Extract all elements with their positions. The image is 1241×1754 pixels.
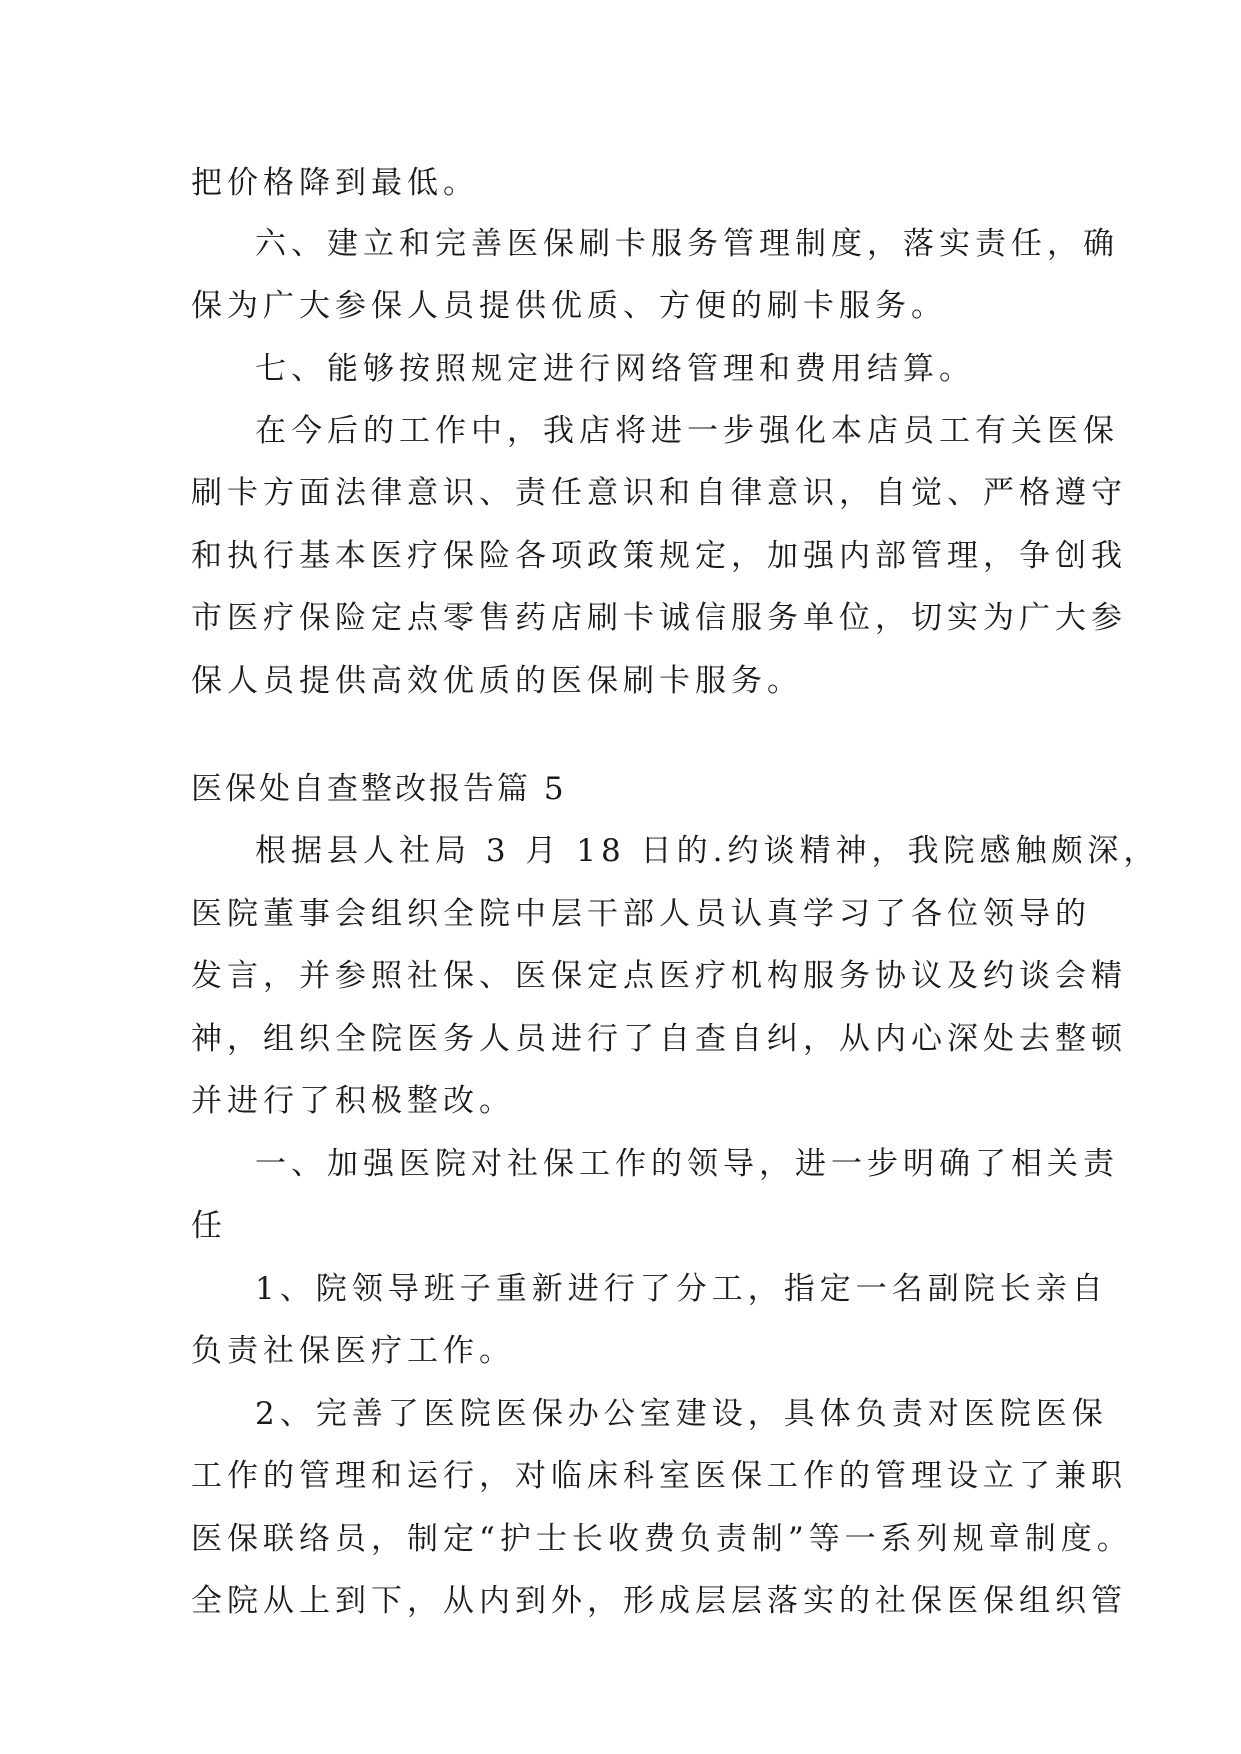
text-line: 刷卡方面法律意识、责任意识和自律意识，自觉、严格遵守 [191, 475, 1127, 511]
text-line: 医保联络员，制定“护士长收费负责制”等一系列规章制度。 [191, 1521, 1133, 1557]
text-line: 保人员提供高效优质的医保刷卡服务。 [191, 663, 803, 699]
text-line: 六、建立和完善医保刷卡服务管理制度，落实责任，确 [255, 226, 1119, 262]
text-line: 把价格降到最低。 [191, 165, 479, 201]
text-line: 神，组织全院医务人员进行了自查自纠，从内心深处去整顿 [191, 1021, 1127, 1057]
text-line: 工作的管理和运行，对临床科室医保工作的管理设立了兼职 [191, 1458, 1127, 1494]
text-line: 根据县人社局 3 月 18 日的.约谈精神，我院感触颇深， [255, 833, 1160, 869]
text-line: 发言，并参照社保、医保定点医疗机构服务协议及约谈会精 [191, 958, 1127, 994]
text-line: 保为广大参保人员提供优质、方便的刷卡服务。 [191, 288, 947, 324]
text-line: 任 [191, 1208, 227, 1244]
text-line: 1、院领导班子重新进行了分工，指定一名副院长亲自 [255, 1271, 1108, 1307]
text-line: 医院董事会组织全院中层干部人员认真学习了各位领导的 [191, 896, 1091, 932]
text-line: 一、加强医院对社保工作的领导，进一步明确了相关责 [255, 1146, 1119, 1182]
text-line: 并进行了积极整改。 [191, 1083, 515, 1119]
text-line: 七、能够按照规定进行网络管理和费用结算。 [255, 351, 975, 387]
section-heading: 医保处自查整改报告篇 5 [191, 771, 567, 807]
text-line: 2、完善了医院医保办公室建设，具体负责对医院医保 [255, 1396, 1108, 1432]
document-page [191, 0, 1160, 1754]
text-line: 负责社保医疗工作。 [191, 1333, 515, 1369]
text-line: 市医疗保险定点零售药店刷卡诚信服务单位，切实为广大参 [191, 600, 1127, 636]
text-line: 和执行基本医疗保险各项政策规定，加强内部管理，争创我 [191, 538, 1127, 574]
text-line: 全院从上到下，从内到外，形成层层落实的社保医保组织管 [191, 1583, 1127, 1619]
text-line: 在今后的工作中，我店将进一步强化本店员工有关医保 [255, 413, 1119, 449]
